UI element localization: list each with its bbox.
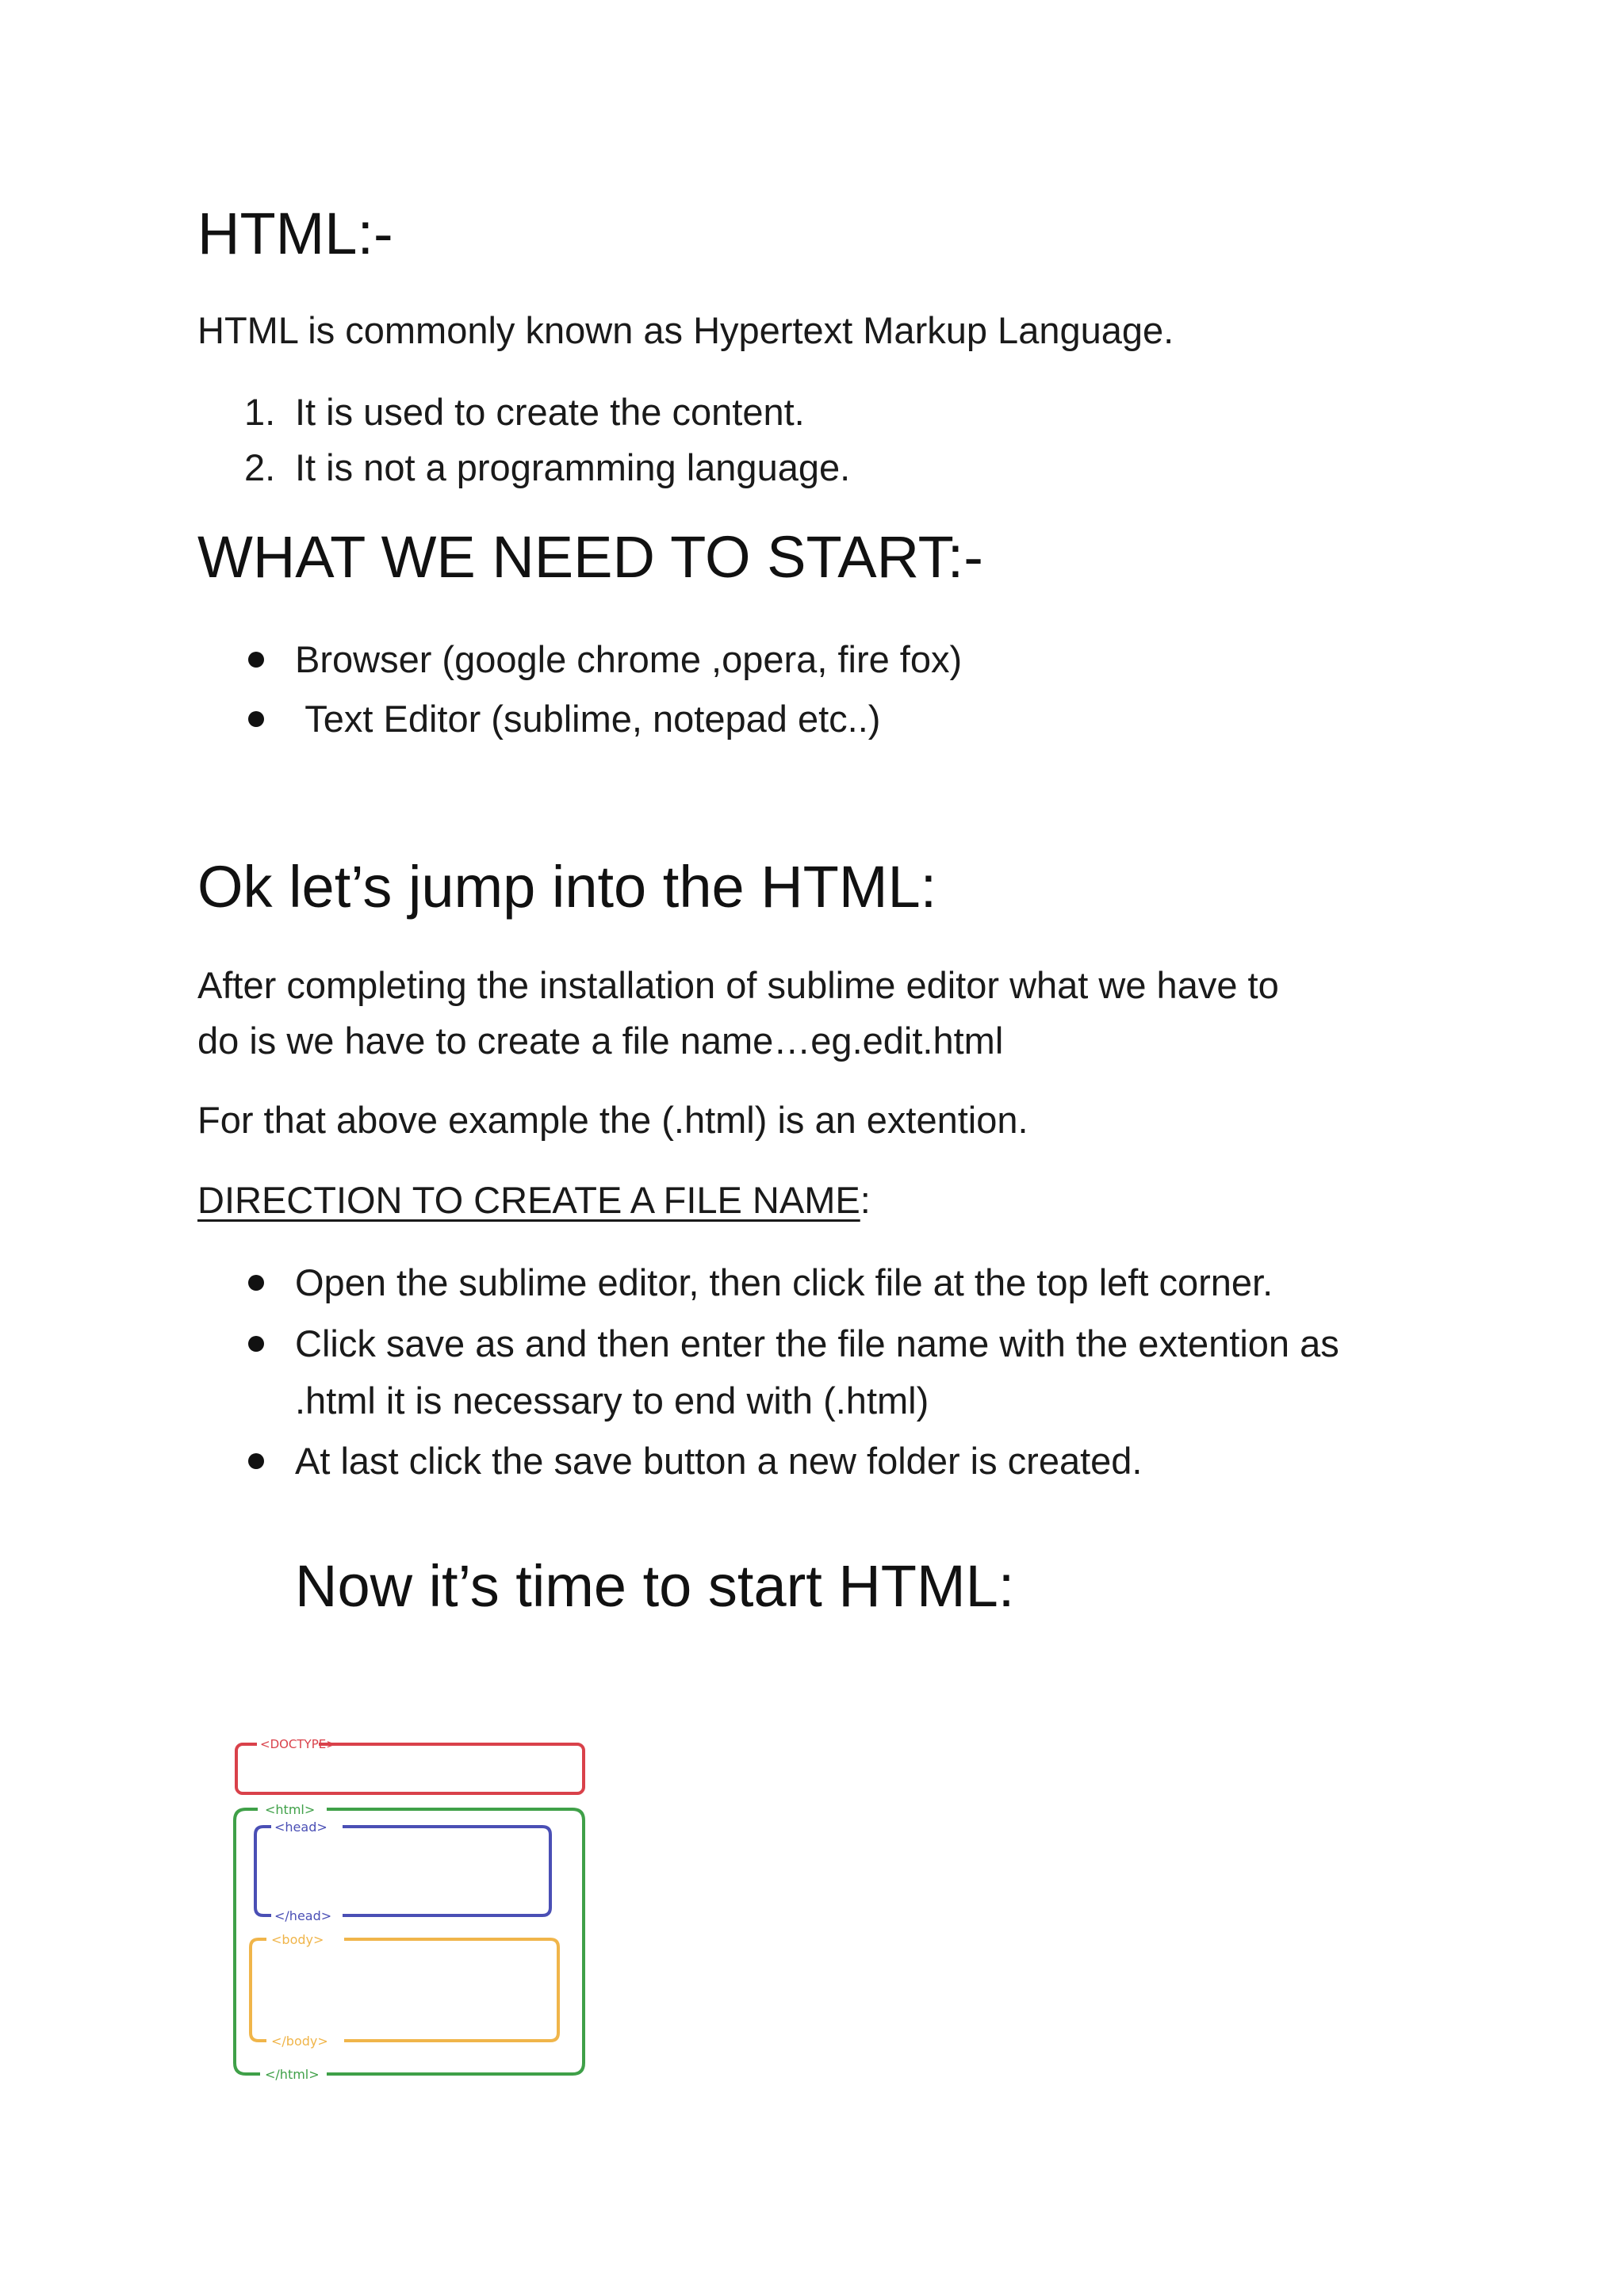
need-item-text-editor: Text Editor (sublime, notepad etc..) [295,698,881,740]
html-open-label: <html> [265,1802,316,1817]
step-1: Open the sublime editor, then click file at the top left corner. [295,1261,1274,1303]
heading-what-we-need: WHAT WE NEED TO START:- [197,524,983,590]
bullet-icon [248,652,264,668]
heading-jump-into-html: Ok let’s jump into the HTML: [197,854,937,920]
list-item-1: It is used to create the content. [295,391,805,433]
direction-heading [197,1173,871,1228]
step-2-line2: .html it is necessary to end with (.html) [295,1380,929,1422]
head-frame [255,1827,550,1915]
bullet-icon [248,1453,264,1469]
body-open-label: <body> [271,1932,324,1947]
list-item-2: It is not a programming language. [295,446,851,488]
html-close-label: </html> [265,2067,320,2082]
paragraph-installation-line2: do is we have to create a file name…eg.edit.html [197,1020,1004,1062]
need-item-browser: Browser (google chrome ,opera, fire fox) [295,638,963,680]
intro-paragraph: HTML is commonly known as Hypertext Markup Language. [197,309,1174,351]
html-structure-diagram [222,1728,603,2093]
body-close-label: </body> [271,2034,328,2049]
heading-start-html: Now it’s time to start HTML: [295,1553,1015,1619]
paragraph-installation-line1: After completing the installation of sublime editor what we have to [197,964,1279,1006]
paragraph-extension: For that above example the (.html) is an extention. [197,1099,1028,1141]
bullet-icon [248,1336,264,1352]
direction-colon: : [860,1179,871,1221]
direction-label: DIRECTION TO CREATE A FILE NAME [197,1179,860,1221]
body-frame [251,1939,558,2041]
bullet-icon [248,1275,264,1291]
heading-html: HTML:- [197,201,393,266]
head-open-label: <head> [274,1820,327,1835]
doctype-label: <DOCTYPE> [260,1737,336,1751]
bullet-icon [248,711,264,727]
step-2-line1: Click save as and then enter the file name with the extention as [295,1322,1339,1364]
step-3: At last click the save button a new folder is created. [295,1440,1143,1482]
head-close-label: </head> [274,1908,332,1923]
list-marker-1: 1. [244,391,276,433]
list-marker-2: 2. [244,446,276,488]
